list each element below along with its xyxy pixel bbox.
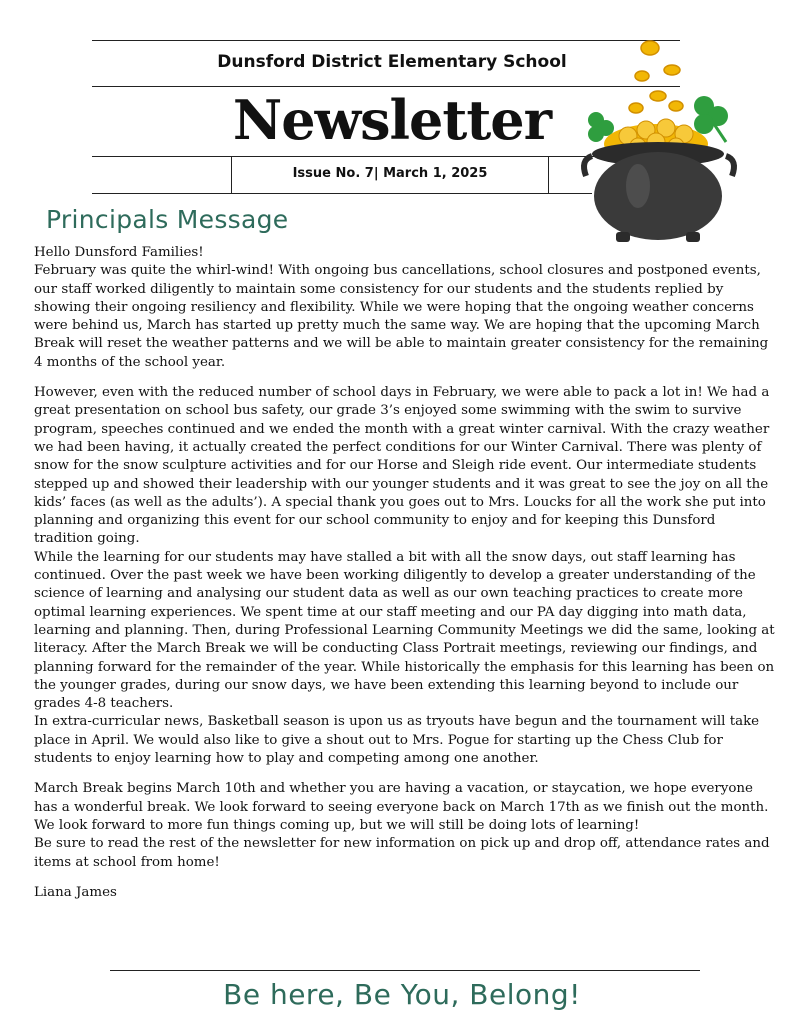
- footer-tagline: Be here, Be You, Belong!: [223, 978, 581, 1011]
- paragraph: We look forward to more fun things coming up, but we will still be doing lots of learning!: [34, 817, 640, 833]
- paragraph: While the learning for our students may have stalled a bit with all the snow days, out staff learning has continued. Over the past week we have been working diligently to develop a greater understanding of the science of learning and analysing our student data as well as our own teaching practices to create more optimal learning experiences. We spent time at our staff meeting and our PA day digging into math data, learning and planning. Then, during Professional Learning Community Meetings we did the same, looking at literacy. After the March Break we will be conducting Class Portrait meetings, reviewing our findings, and planning forward for the remainder of the year. While historically the emphasis for this learning has been on the younger grades, during our snow days, we have been extending this learning beyond to include our grades 4-8 teachers.: [34, 549, 775, 712]
- school-name: Dunsford District Elementary School: [217, 52, 567, 72]
- paragraph: However, even with the reduced number of school days in February, we were able to pack a lot in! We had a great presentation on school bus safety, our grade 3’s enjoyed some swimming with the swim to survive program, speeches continued and we ended the month with a great winter carnival. With the crazy weather we had been having, it actually created the perfect conditions for our Winter Carnival. There was plenty of snow for the snow sculpture activities and for our Horse and Sleigh ride event. Our intermediate students stepped up and showed their leadership with our younger students and it was great to see the joy on all the kids’ faces (as well as the adults’). A special thank you goes out to Mrs. Loucks for all the work she put into planning and organizing this event for our school community to enjoy and for keeping this Dunsford tradition going.: [34, 385, 770, 547]
- paragraph: March Break begins March 10th and whether you are having a vacation, or staycation, we hope everyone has a wonderful break. We look forward to seeing everyone back on March 17th as we finish out the month.: [34, 781, 769, 815]
- newsletter-title: Newsletter: [232, 88, 552, 152]
- paragraph: February was quite the whirl-wind! With ongoing bus cancellations, school closures and postponed events, our staff worked diligently to maintain some consistency for our students and the students replied by showing their ongoing resiliency and flexibility. While we were hoping that the ongoing weather concerns were behind us, March has started up pretty much the same way. We are hoping that the upcoming March Break will reset the weather patterns and we will be able to maintain greater consistency for the remaining 4 months of the school year.: [34, 263, 769, 370]
- issue-number: Issue No. 7| March 1, 2025: [292, 166, 488, 181]
- paragraph: Be sure to read the rest of the newsletter for new information on pick up and drop off, attendance rates and items at school from home!: [34, 836, 770, 870]
- signature: Liana James: [34, 884, 117, 900]
- paragraph: In extra-curricular news, Basketball season is upon us as tryouts have begun and the tournament will take place in April. We would also like to give a shout out to Mrs. Pogue for starting up the Chess Club for students to enjoy learning how to play and competing among one another.: [34, 714, 760, 767]
- issue-right-divider: [548, 156, 549, 193]
- section-title: Principals Message: [46, 205, 289, 234]
- principal-message: [34, 244, 776, 902]
- greeting: Hello Dunsford Families!: [34, 245, 204, 260]
- pot-of-gold-icon: [576, 36, 744, 246]
- issue-rule: [92, 193, 592, 194]
- footer-rule: [110, 970, 700, 971]
